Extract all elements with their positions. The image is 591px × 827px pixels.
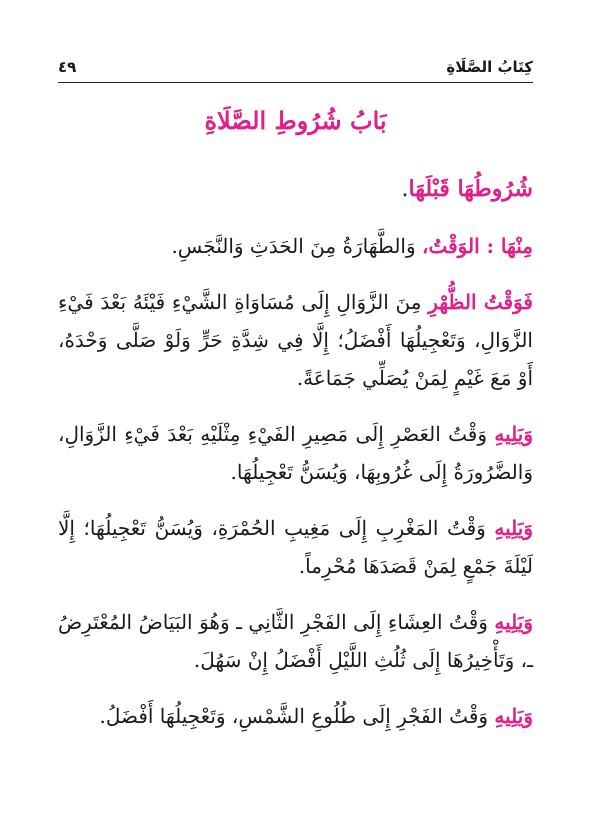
paragraph-maghrib	[58, 509, 533, 585]
paragraph-text: وَقْتُ الفَجْرِ إِلَى طُلُوعِ الشَّمْسِ، وَتَعْجِيلُهَا أَفْضَلُ.	[99, 704, 495, 728]
body-text	[58, 170, 533, 753]
paragraph-dhuhr	[58, 283, 533, 397]
paragraph-text: وَالطَّهَارَةُ مِنَ الحَدَثِ وَالنَّجَسِ.	[171, 234, 422, 258]
paragraph-conditions-list	[58, 227, 533, 265]
paragraph-isha	[58, 603, 533, 679]
paragraph-lead: فَوَقْتُ الظُّهْرِ	[428, 290, 533, 314]
paragraph-text: مِنَ الزَّوَالِ إِلَى مُسَاوَاةِ الشَّيْءِ فَيْئَهُ بَعْدَ فَيْءِ الزَّوَالِ، وَتَعْجِيلُهَا أَفْضَلُ؛ إِلَّا فِي شِدَّةِ حَرٍّ وَلَوْ صَلَّى وَحْدَهُ، أَوْ مَعَ غَيْمٍ لِمَنْ يُصَلِّي جَمَاعَةً.	[58, 290, 533, 390]
paragraph-lead: وَيَلِيهِ	[494, 610, 533, 634]
paragraph-text: وَقْتُ العِشَاءِ إِلَى الفَجْرِ الثَّانِي ـ وَهُوَ البَيَاضُ المُعْتَرِضُ ـ، وَتَأْخِيرُهَا إِلَى ثُلُثِ اللَّيْلِ أَفْضَلُ إِنْ سَهُلَ.	[58, 610, 533, 672]
paragraph-lead: مِنْهَا : الوَقْتُ،	[421, 234, 533, 258]
running-title: كِتَابُ الصَّلَاةِ	[446, 58, 533, 76]
paragraph-lead: شُرُوطُهَا قَبْلَهَا	[408, 176, 533, 202]
paragraph-asr	[58, 415, 533, 491]
paragraph-text: .	[401, 177, 409, 202]
paragraph-text: وَقْتُ المَغْرِبِ إِلَى مَغِيبِ الحُمْرَةِ، وَيُسَنُّ تَعْجِيلُهَا؛ إِلَّا لَيْلَةَ جَمْعٍ لِمَنْ قَصَدَهَا مُحْرِماً.	[58, 516, 533, 578]
paragraph-lead: وَيَلِيهِ	[494, 422, 533, 446]
chapter-title: بَابُ شُرُوطِ الصَّلَاةِ	[204, 106, 387, 135]
page-number: ٤٩	[58, 58, 77, 76]
paragraph-fajr	[58, 697, 533, 735]
page-header	[58, 56, 533, 83]
paragraph-text: وَقْتُ العَصْرِ إِلَى مَصِيرِ الفَيْءِ مِثْلَيْهِ بَعْدَ فَيْءِ الزَّوَالِ، وَالضَّرُورَةُ إِلَى غُرُوبِهَا، وَيُسَنُّ تَعْجِيلُهَا.	[58, 422, 533, 484]
paragraph-lead: وَيَلِيهِ	[494, 516, 533, 540]
paragraph-conditions-intro	[58, 170, 533, 209]
paragraph-lead: وَيَلِيهِ	[494, 704, 533, 728]
